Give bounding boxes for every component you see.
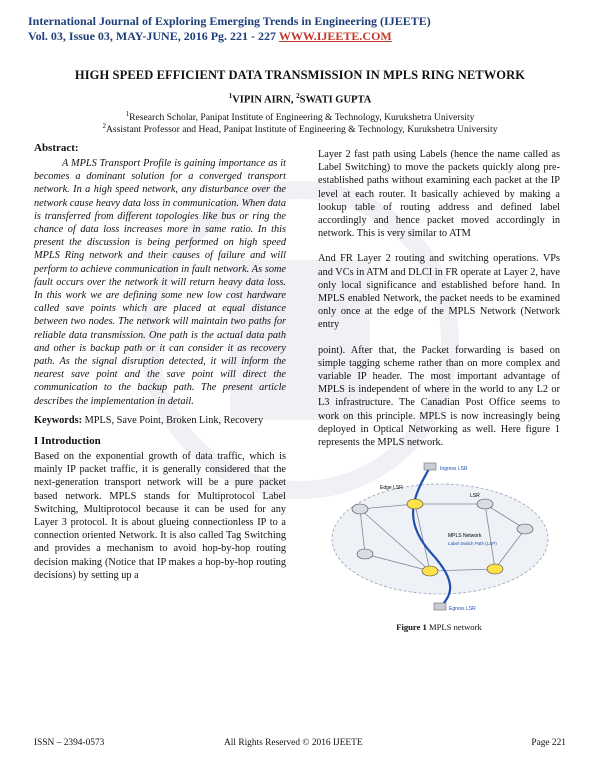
- left-column: [34, 142, 286, 582]
- lsr-node: [407, 499, 423, 509]
- journal-issue: Vol. 03, Issue 03, MAY-JUNE, 2016 Pg. 221 - 227: [28, 29, 277, 43]
- lsr-node: [357, 549, 373, 559]
- egress-label: Egress LSR: [449, 606, 476, 613]
- lsr-node: [517, 524, 533, 534]
- ingress-router-icon: [424, 463, 436, 470]
- intro-paragraph-1: Based on the exponential growth of data traffic, which is mainly IP packet traffic, it is generally considered that the next-generation transport network will be a pure packet based network. MPLS stands for Multiprotocol Label Switching, Multiprotocol because it can be used for any Layer 3 protocol. It is about glueing connectionless IP to a connection oriented Network. It is also called Tag Switching and provides a mechanism to avoid hop-by-hop routing decision making (Notice that IP makes a hop-by-hop routing decisions) by setting up a: [34, 451, 286, 581]
- right-column: [318, 148, 560, 632]
- path-label: Label Switch Path (LSP): [448, 541, 497, 547]
- journal-name: International Journal of Exploring Emerging Trends in Engineering (IJEETE): [28, 14, 431, 28]
- keywords-text: MPLS, Save Point, Broken Link, Recovery: [82, 414, 264, 426]
- affiliation-1-text: Research Scholar, Panipat Institute of Engineering & Technology, Kurukshetra University: [129, 112, 475, 124]
- author1-sup: 1: [228, 92, 233, 100]
- edge-lsr-label: Edge LSR: [380, 485, 403, 492]
- network-cloud: [332, 484, 548, 594]
- lsr-node: [477, 499, 493, 509]
- affiliation-2: [0, 122, 600, 135]
- intro-heading: I Introduction: [34, 435, 101, 448]
- author2: SWATI GUPTA: [299, 94, 372, 106]
- paper-title: HIGH SPEED EFFICIENT DATA TRANSMISSION IN MPLS RING NETWORK: [74, 68, 526, 82]
- intro-paragraph-4: point). After that, the Packet forwarding is based on simple tagging scheme rather than on more complex and variable IP header. The most important advantage of MPLS is independent of where in the world to any L2 or L3 infrastructure. The Canadian Post Office seems to work on this principle. MPLS is now increasingly being deployed in Optical Networking as well. Here figure 1 represents the MPLS network.: [318, 344, 560, 449]
- intro-paragraph-3: And FR Layer 2 routing and switching operations. VPs and VCs in ATM and DLCI in FR operate at Layer 2, have only local significance and established before hand. In MPLS enabled Network, the packet needs to be examined only once at the edge of the MPLS Network (Network entry: [318, 253, 560, 331]
- lsr-node: [352, 504, 368, 514]
- network-label: MPLS Network: [448, 533, 482, 540]
- keywords-label: Keywords:: [34, 414, 83, 426]
- affiliation-2-sup: 2: [102, 122, 106, 130]
- lsr-node: [487, 564, 503, 574]
- ingress-label: Ingress LSR: [440, 466, 468, 473]
- keywords: [34, 414, 286, 427]
- footer-page-number: Page 221: [531, 738, 566, 748]
- intro-paragraph-2: Layer 2 fast path using Labels (hence the name called as Label Switching) to move the packets quickly along pre-established paths without examining each packet at the IP level at each router. It basically achieved by making a lookup table of routing address and defined label accordingly and hence packet moved accordingly in network. This is very similar to ATM: [318, 149, 560, 240]
- abstract-text: A MPLS Transport Profile is gaining importance as it becomes a dominant solution for a converged transport network. In a high speed network, any disturbance over the network cause heavy data loss in communication. When data is transferred from different topologies like bus or ring the chance of data loss increases more in same ratio. In this present the discussion is being performed on high speed MPLS Ring network and their causes of failure and will perform to achieve communication in fault network. As some fault occurs over the network it will return heavy data loss. In this work we are defining some new low cost hardware called save points which are placed at equal distance between two nodes. The network will maintain two paths for reliable data transmission. One path is the actual data path and other is backup path or it can consider it as recovery path. As the signal disruption detected, it will inform the nearest save point and the save point will direct the communication to the backup path. The present article describes the implementation in detail.: [34, 158, 286, 407]
- journal-issue-line: [28, 29, 431, 44]
- journal-header: [28, 14, 431, 44]
- author2-sup: 2: [296, 92, 300, 100]
- mpls-network-figure: [320, 459, 560, 614]
- journal-website-link[interactable]: WWW.IJEETE.COM: [278, 29, 392, 43]
- footer-rights: All Rights Reserved © 2016 IJEETE: [224, 738, 363, 748]
- figure-caption-text: MPLS network: [426, 622, 482, 633]
- author1: VIPIN AIRN,: [232, 94, 297, 106]
- figure-caption: [318, 622, 560, 632]
- lsr-label: LSR: [470, 493, 480, 500]
- abstract-heading: Abstract:: [34, 142, 79, 154]
- authors: [0, 92, 600, 106]
- figure-caption-label: Figure 1: [396, 622, 427, 633]
- lsr-node: [422, 566, 438, 576]
- footer-issn: ISSN – 2394-0573: [34, 738, 105, 748]
- egress-router-icon: [434, 603, 446, 610]
- affiliation-1-sup: 1: [125, 110, 130, 118]
- affiliation-2-text: Assistant Professor and Head, Panipat Institute of Engineering & Technology, Kurukshetra University: [105, 124, 498, 136]
